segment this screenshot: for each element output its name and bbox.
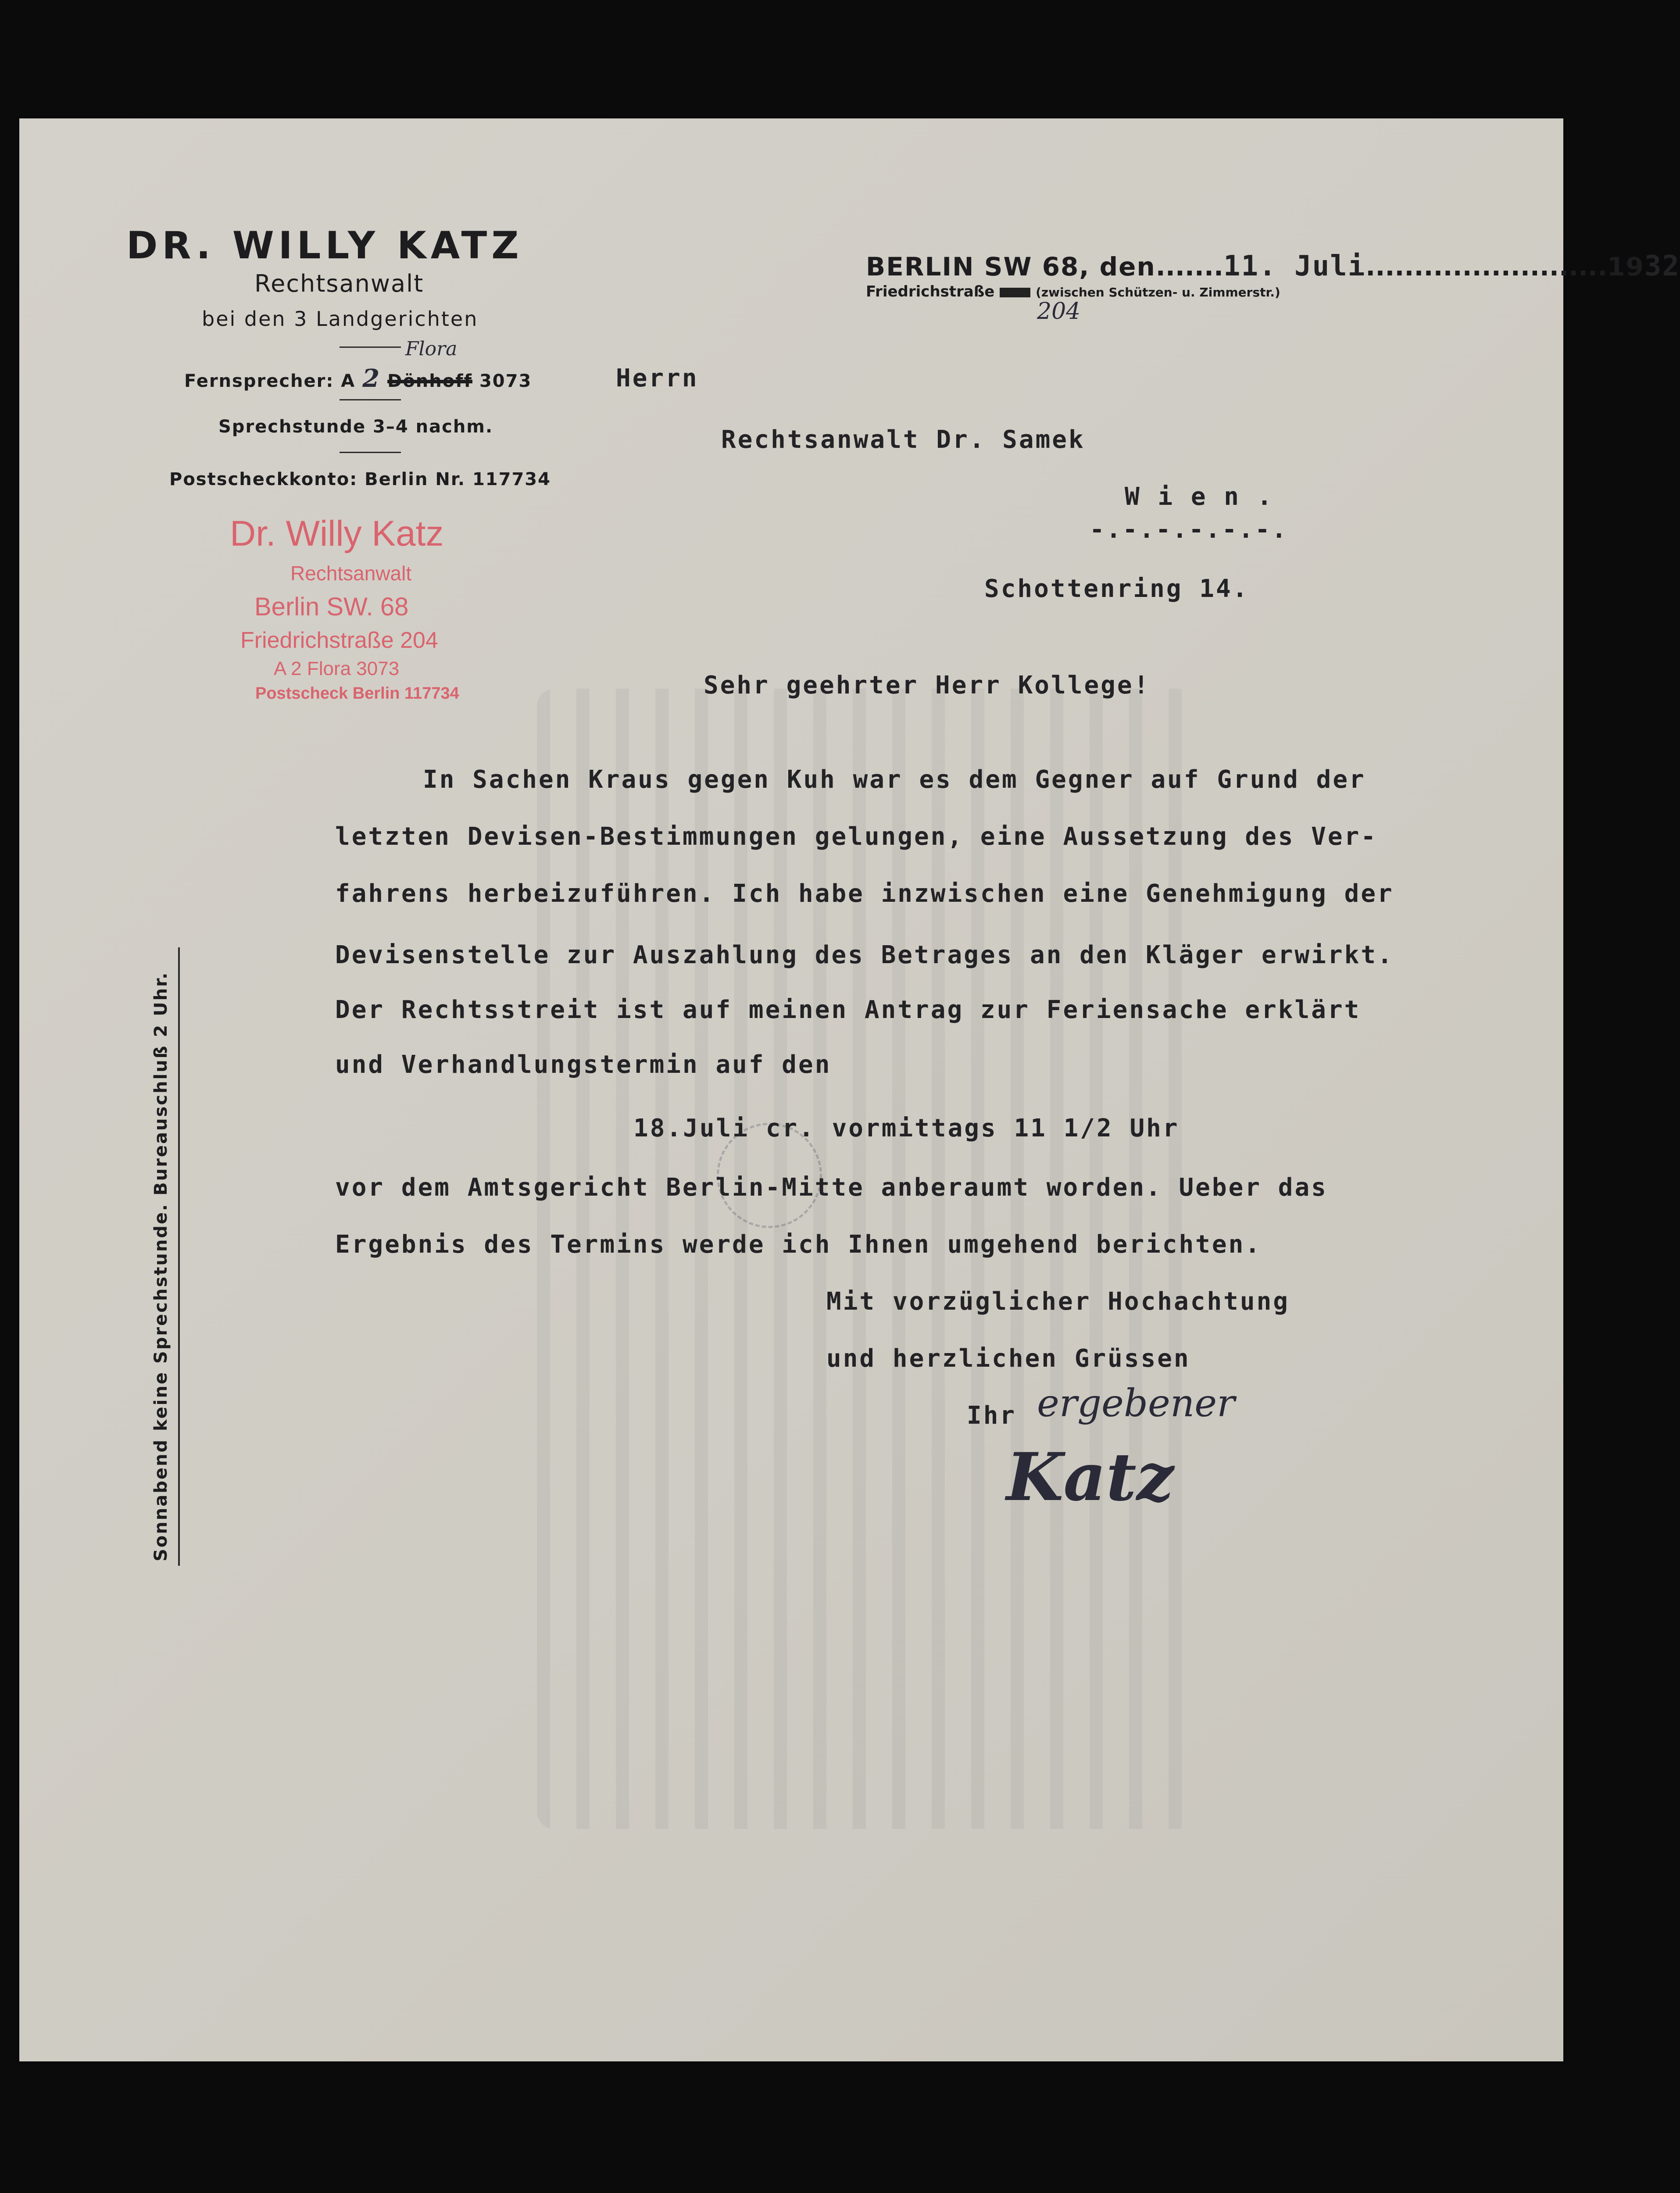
struck-street-number [1000,288,1030,297]
phone-digit-handwritten: 2 [362,364,381,393]
margin-rule [178,947,180,1566]
date-line: BERLIN SW 68, den.......11. Juli.........................1932 [866,250,1680,282]
letterhead-name: DR. WILLY KATZ [126,224,523,268]
recipient-city: W i e n . [1125,482,1274,511]
signature: Katz [1006,1439,1174,1516]
letterhead-divider [340,399,401,400]
body-line: letzten Devisen-Bestimmungen gelungen, eine Aussetzung des Ver- [335,822,1378,851]
stamp-title: Rechtsanwalt [290,562,412,585]
letterhead-divider [340,346,401,348]
letterhead-title: Rechtsanwalt [254,270,424,297]
recipient-street: Schottenring 14. [984,575,1249,603]
date-day: 11. Juli [1223,250,1366,282]
phone-struck-exchange: Dönhoff [387,371,473,391]
handwritten-ergebener: ergebener [1037,1382,1235,1425]
letterhead-divider [340,452,401,453]
street-detail: (zwischen Schützen- u. Zimmerstr.) [1036,285,1280,300]
recipient-city-underline: -.-.-.-.-.-. [1090,515,1288,544]
letterhead-phone [184,364,532,393]
stamp-phone: A 2 Flora 3073 [274,658,400,679]
closing-line: und herzlichen Grüssen [826,1344,1190,1373]
body-line: Der Rechtsstreit ist auf meinen Antrag zur Feriensache erklärt [335,996,1361,1024]
body-line: In Sachen Kraus gegen Kuh war es dem Gegner auf Grund der [423,765,1366,794]
date-year-suffix: 32 [1644,250,1680,282]
body-line: und Verhandlungstermin auf den [335,1050,832,1079]
phone-number: 3073 [479,371,532,391]
date-year-prefix: 19 [1607,252,1644,282]
handwritten-street-number: 204 [1037,298,1081,325]
handwritten-flora: Flora [405,338,458,360]
letterhead-hours: Sprechstunde 3–4 nachm. [218,417,493,437]
street-line [866,283,1280,300]
stamp-street: Friedrichstraße 204 [240,628,438,653]
body-line: Devisenstelle zur Auszahlung des Betrages an den Kläger erwirkt. [335,941,1394,969]
stamp-postcheck: Postscheck Berlin 117734 [255,684,459,703]
letterhead-postcheck: Postscheckkonto: Berlin Nr. 117734 [169,469,551,489]
stamp-city: Berlin SW. 68 [254,593,409,621]
bleed-through-watermark [537,689,1195,1829]
margin-note: Sonnabend keine Sprechstunde. Bureauschluß 2 Uhr. [151,971,171,1561]
stamp-name: Dr. Willy Katz [230,514,444,554]
letterhead-courts: bei den 3 Landgerichten [202,307,479,331]
letter-page [19,118,1680,2061]
street-name: Friedrichstraße [866,283,995,300]
recipient-salutation: Herrn [616,364,699,393]
closing-line: Mit vorzüglicher Hochachtung [826,1287,1290,1316]
body-line: fahrens herbeizuführen. Ich habe inzwischen eine Genehmigung der [335,879,1394,908]
date-city: BERLIN SW 68, den [866,252,1156,282]
greeting: Sehr geehrter Herr Kollege! [704,671,1151,700]
body-line: Ergebnis des Termins werde ich Ihnen umgehend berichten. [335,1230,1262,1259]
closing-ihr: Ihr [967,1401,1017,1430]
recipient-name: Rechtsanwalt Dr. Samek [721,425,1085,454]
body-line: vor dem Amtsgericht Berlin-Mitte anberaumt worden. Ueber das [335,1173,1328,1202]
phone-prefix: Fernsprecher: A [184,371,356,391]
body-line-date: 18.Juli cr. vormittags 11 1/2 Uhr [633,1114,1180,1143]
